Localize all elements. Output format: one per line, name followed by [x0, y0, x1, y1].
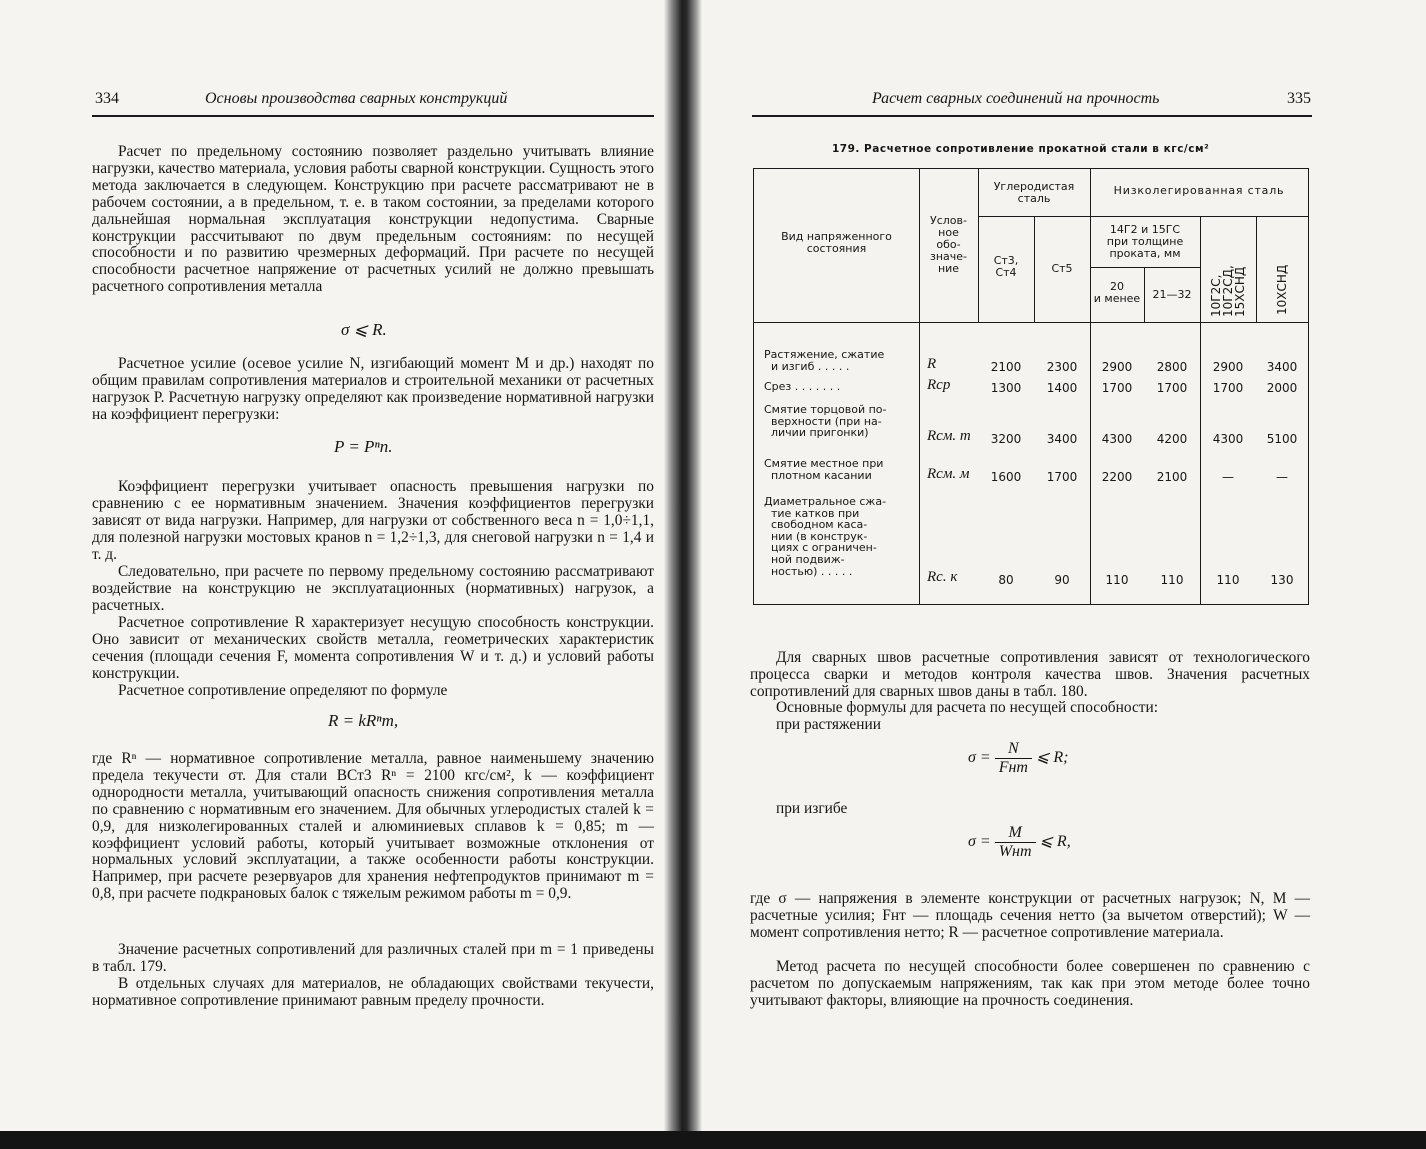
- table-cell: 80: [998, 573, 1014, 587]
- row-label: Диаметральное сжа- тие катков при свободном каса- нии (в конструк- циях с ограничен- ной подвиж- ностью) . . . . .: [764, 495, 887, 578]
- header-21-32: 21—32: [1152, 288, 1192, 301]
- formula: P = Pⁿn.: [334, 437, 393, 456]
- steel-resistance-table: [753, 168, 1309, 605]
- paragraph: Коэффициент перегрузки учитывает опасность превышения нагрузки по сравнению с ее нормативным значением. Значения коэффициентов перегрузки зависят от вида нагрузки. Например, для нагрузки от собственного веса n = 1,0÷1,1, для полезной нагрузки мостовых кранов n = 1,2÷1,3, для снеговой нагрузки n = 1,4 и т. д.: [92, 478, 654, 563]
- header-10hsnd: 10ХСНД: [1275, 264, 1289, 315]
- header-kind: Вид напряженного состояния: [781, 230, 892, 255]
- table-cell: —: [1276, 470, 1288, 484]
- table-cell: 1700: [1156, 381, 1188, 395]
- table-cell: 4200: [1156, 432, 1188, 446]
- table-cell: 130: [1270, 573, 1294, 587]
- table-cell: 1700: [1046, 470, 1078, 484]
- formula-denominator: Wнт: [998, 843, 1032, 860]
- table-cell: 3200: [990, 432, 1022, 446]
- paragraph: где Rⁿ — нормативное сопротивление металла, равное наименьшему значению предела текучести σт. Для стали ВСт3 Rⁿ = 2100 кгс/см², k — коэффициент однородности металла, учитывающий опасность снижения сопротивления металла по сравнению с нормативным его значением. Для обычных углеродистых сталей k = 0,9, для низколегированных сталей и алюминиевых сплавов k = 0,85; m — коэффициент условий работы, который учитывает возможные отклонения от нормальных условий эксплуатации, а также особенности работы конструкции. Например, при расчете резервуаров для хранения нефтепродуктов принимают m = 0,8, при расчете подкрановых балок с тяжелым режимом работы m = 0,9.: [92, 750, 654, 903]
- paragraph: Расчетное сопротивление определяют по формуле: [118, 682, 448, 699]
- paragraph: Метод расчета по несущей способности более совершенен по сравнению с расчетом по допускаемым напряжениям, так как при этом методе более точно учитывают факторы, влияющие на прочность соединения.: [750, 958, 1310, 1009]
- table-cell: 2100: [1156, 470, 1188, 484]
- row-symbol: Rсм. м: [927, 466, 970, 482]
- table-cell: 5100: [1266, 432, 1298, 446]
- table-cell: —: [1222, 470, 1234, 484]
- table-cell: 4300: [1212, 432, 1244, 446]
- formula-rhs: ⩽ R;: [1035, 749, 1069, 767]
- formula-rhs: ⩽ R,: [1039, 833, 1071, 851]
- table-cell: 2800: [1156, 360, 1188, 374]
- row-symbol: Rсм. т: [927, 428, 971, 444]
- left-page: [0, 0, 668, 1149]
- running-title: Основы производства сварных конструкций: [205, 90, 508, 107]
- running-title: Расчет сварных соединений на прочность: [872, 90, 1160, 107]
- table-cell: 1300: [990, 381, 1022, 395]
- paragraph: Основные формулы для расчета по несущей способности:: [776, 699, 1159, 716]
- row-symbol: Rср: [927, 377, 951, 393]
- formula-numerator: N: [995, 740, 1032, 759]
- header-carbon-steel: Углеродистая сталь: [993, 180, 1075, 205]
- formula: σ ⩽ R.: [341, 320, 387, 339]
- table-cell: 2200: [1101, 470, 1133, 484]
- table-cell: 3400: [1046, 432, 1078, 446]
- table-cell: 2100: [990, 360, 1022, 374]
- row-label: Смятие местное при плотном касании: [764, 457, 884, 482]
- row-label: Смятие торцовой по- верхности (при на- личии пригонки): [764, 403, 887, 440]
- paragraph: Следовательно, при расчете по первому предельному состоянию рассматривают воздействие на конструкцию не эксплуатационных (нормативных) нагрузок, а расчетных.: [92, 563, 654, 614]
- scan-edge: [0, 1131, 1426, 1149]
- formula-numerator: M: [995, 824, 1036, 843]
- paragraph: Расчет по предельному состоянию позволяет раздельно учитывать влияние нагрузки, качество материала, условия работы сварной конструкции. Сущность этого метода заключается в следующем. Конструкцию при расчете рассматривают не в рабочем состоянии, а в предельном, т. е. в таком состоянии, за пределами которого дальнейшая нормальная эксплуатация конструкции недопустима. Сварные конструкции рассчитывают по двум предельным состояниям: по несущей способности и по развитию чрезмерных деформаций. При расчете по несущей способности расчетное напряжение от расчетных усилий не должно превышать расчетного сопротивления металла: [92, 143, 654, 296]
- table-cell: 1700: [1212, 381, 1244, 395]
- header-rule: [752, 115, 1312, 117]
- formula-denominator: Fнт: [998, 759, 1028, 776]
- formula-lhs: σ =: [968, 833, 991, 851]
- paragraph: Значение расчетных сопротивлений для различных сталей при m = 1 приведены в табл. 179.: [92, 941, 654, 975]
- table-cell: 110: [1160, 573, 1184, 587]
- paragraph: Расчетное сопротивление R характеризует несущую способность конструкции. Оно зависит от механических свойств металла, геометрических характеристик сечения (площади сечения F, момента сопротивления W и т. д.) и условий работы конструкции.: [92, 614, 654, 682]
- paragraph: где σ — напряжения в элементе конструкции от расчетных нагрузок; N, M — расчетные усилия; Fнт — площадь сечения нетто (за вычетом отверстий); W — момент сопротивления нетто; R — расчетное сопротивление материала.: [750, 890, 1310, 941]
- table-cell: 2300: [1046, 360, 1078, 374]
- table-cell: 3400: [1266, 360, 1298, 374]
- row-symbol: Rс. к: [927, 569, 958, 585]
- paragraph: при изгибе: [776, 800, 848, 817]
- header-rule: [92, 115, 654, 117]
- formula-tension: [968, 740, 1068, 777]
- page-number: 335: [1287, 90, 1311, 107]
- header-symbol: Услов- ное обо- значе- ние: [929, 214, 968, 275]
- formula-bending: [968, 824, 1071, 861]
- table-cell: 2900: [1212, 360, 1244, 374]
- paragraph: Для сварных швов расчетные сопротивления зависят от технологического процесса сварки и методов контроля качества швов. Значения расчетных сопротивлений для сварных швов даны в табл. 180.: [750, 649, 1310, 700]
- table-cell: 90: [1054, 573, 1070, 587]
- table-cell: 2000: [1266, 381, 1298, 395]
- paragraph: Расчетное усилие (осевое усилие N, изгибающий момент M и др.) находят по общим правилам сопротивления материалов и строительной механики от расчетных нагрузок P. Расчетную нагрузку определяют как произведение нормативной нагрузки на коэффициент перегрузки:: [92, 355, 654, 423]
- row-label: Срез . . . . . . .: [764, 380, 841, 393]
- header-st5: Ст5: [1051, 262, 1073, 275]
- table-cell: 1700: [1101, 381, 1133, 395]
- row-symbol: R: [927, 356, 937, 372]
- table-caption: 179. Расчетное сопротивление прокатной стали в кгс/см²: [832, 143, 1210, 155]
- table-cell: 1600: [990, 470, 1022, 484]
- row-label: Растяжение, сжатие и изгиб . . . . .: [764, 348, 885, 373]
- table-cell: 110: [1105, 573, 1129, 587]
- header-14g2: 14Г2 и 15ГС при толщине проката, мм: [1106, 223, 1184, 260]
- book-gutter: [664, 0, 702, 1149]
- table-cell: 1400: [1046, 381, 1078, 395]
- header-20-and-less: 20 и менее: [1093, 280, 1141, 305]
- table-cell: 110: [1216, 573, 1240, 587]
- table-cell: 2900: [1101, 360, 1133, 374]
- paragraph: при растяжении: [776, 716, 881, 733]
- formula-lhs: σ =: [968, 749, 991, 767]
- header-low-alloy-steel: Низколегированная сталь: [1113, 184, 1285, 197]
- paragraph: В отдельных случаях для материалов, не обладающих свойствами текучести, нормативное сопротивление принимают равным пределу прочности.: [92, 975, 654, 1009]
- formula: R = kRⁿm,: [328, 711, 399, 730]
- table-cell: 4300: [1101, 432, 1133, 446]
- header-st3-st4: Ст3, Ст4: [993, 254, 1019, 279]
- page-number: 334: [95, 90, 119, 107]
- header-10g2s: 10Г2С, 10Г2СД, 15ХСНД: [1209, 265, 1247, 317]
